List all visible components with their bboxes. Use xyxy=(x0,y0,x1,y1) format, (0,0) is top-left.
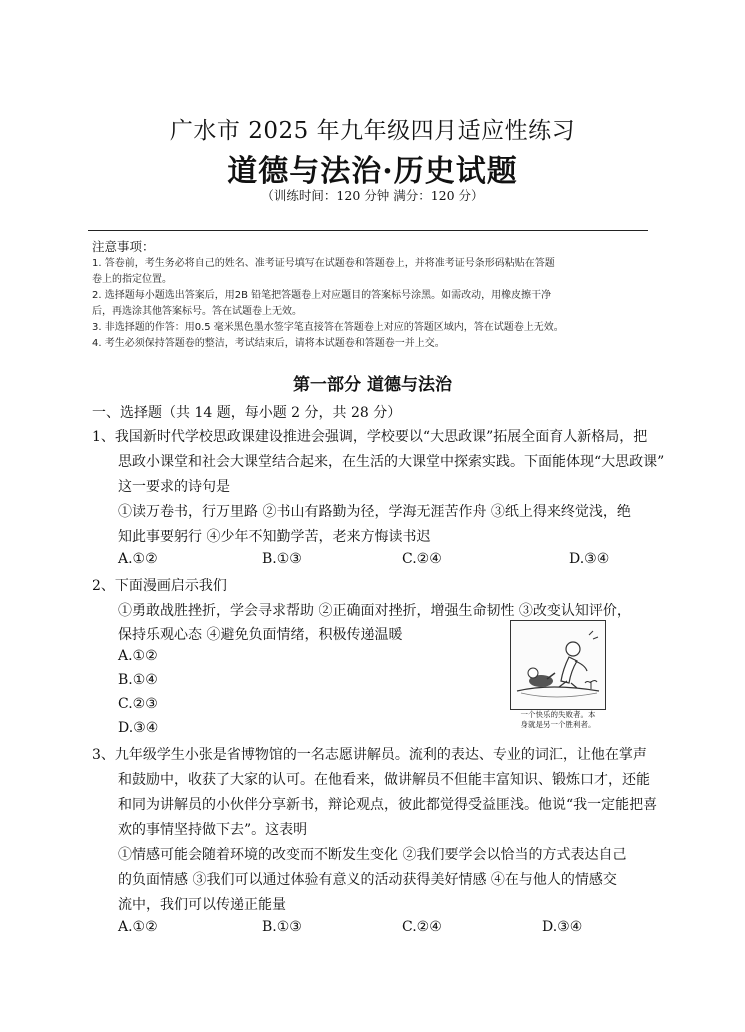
cartoon-caption xyxy=(508,710,608,730)
notice-item: 后，再选涂其他答案标号。答在试题卷上无效。 xyxy=(92,306,302,317)
q2-option-line: ①勇敢战胜挫折，学会寻求帮助 ②正确面对挫折，增强生命韧性 ③改变认知评价， xyxy=(118,603,631,619)
part-title: 第一部分 道德与法治 xyxy=(293,375,452,395)
q3-line: 3、九年级学生小张是省博物馆的一名志愿讲解员。流利的表达、专业的词汇，让他在掌声 xyxy=(92,747,647,763)
exam-time-info: （训练时间：120 分钟 满分：120 分） xyxy=(261,188,484,203)
notice-item: 3. 非选择题的作答：用0.5 毫米黑色墨水签字笔直接答在答题卷上对应的答题区域内，答在试题卷上无效。 xyxy=(92,322,564,333)
q3-option-line: ①情感可能会随着环境的改变而不断发生变化 ②我们要学会以恰当的方式表达自己 xyxy=(118,847,627,863)
notice-item: 卷上的指定位置。 xyxy=(92,274,172,285)
q1-option-line: ①读万卷书，行万里路 ②书山有路勤为径，学海无涯苦作舟 ③纸上得来终觉浅，绝 xyxy=(118,504,631,520)
q3-option-line: 流中，我们可以传递正能量 xyxy=(118,897,286,913)
notice-heading: 注意事项： xyxy=(92,239,155,254)
cartoon-drawing xyxy=(511,621,605,709)
cartoon-caption-line: 一个快乐的失败者。本 xyxy=(520,710,596,719)
q2-choice-a: A.①② xyxy=(118,648,158,664)
subject-title: 道德与法治·历史试题 xyxy=(227,154,518,189)
q3-line: 和鼓励中，收获了大家的认可。在他看来，做讲解员不但能丰富知识、锻炼口才，还能 xyxy=(118,772,650,788)
notice-item: 4. 考生必须保持答题卷的整洁，考试结束后，请将本试题卷和答题卷一并上交。 xyxy=(92,338,445,349)
q3-line: 欢的事情坚持做下去”。这表明 xyxy=(118,822,308,838)
q1-line: 这一要求的诗句是 xyxy=(118,479,230,495)
cartoon-image xyxy=(510,620,606,710)
q3-choice-d: D.③④ xyxy=(542,919,583,935)
cartoon-caption-line: 身就是另一个胜利者。 xyxy=(520,720,596,729)
header-divider xyxy=(88,230,648,231)
q3-choice-b: B.①③ xyxy=(262,919,302,935)
q1-choice-d: D.③④ xyxy=(569,551,610,567)
q3-option-line: 的负面情感 ③我们可以通过体验有意义的活动获得美好情感 ④在与他人的情感交 xyxy=(118,872,617,888)
q2-choice-c: C.②③ xyxy=(118,696,158,712)
q1-line: 1、我国新时代学校思政课建设推进会强调，学校要以“大思政课”拓展全面育人新格局，把 xyxy=(92,429,648,445)
q2-option-line: 保持乐观心态 ④避免负面情绪，积极传递温暖 xyxy=(118,627,403,643)
q3-choice-a: A.①② xyxy=(118,919,158,935)
q2-choice-b: B.①④ xyxy=(118,672,158,688)
q1-option-line: 知此事要躬行 ④少年不知勤学苦，老来方悔读书迟 xyxy=(118,529,431,545)
q1-choice-b: B.①③ xyxy=(262,551,302,567)
notice-item: 1. 答卷前，考生务必将自己的姓名、准考证号填写在试题卷和答题卷上，并将准考证号条形码粘贴在答题 xyxy=(92,258,555,269)
exam-title: 广水市 2025 年九年级四月适应性练习 xyxy=(169,118,576,144)
q1-choice-a: A.①② xyxy=(118,551,158,567)
q2-line: 2、下面漫画启示我们 xyxy=(92,578,227,594)
q3-line: 和同为讲解员的小伙伴分享新书，辩论观点，彼此都觉得受益匪浅。他说“我一定能把喜 xyxy=(118,797,658,813)
section-title: 一、选择题（共 14 题，每小题 2 分，共 28 分） xyxy=(92,405,402,421)
notice-item: 2. 选择题每小题选出答案后，用2B 铅笔把答题卷上对应题目的答案标号涂黑。如需改动，用橡皮擦干净 xyxy=(92,290,552,301)
q2-choice-d: D.③④ xyxy=(118,720,159,736)
q1-line: 思政小课堂和社会大课堂结合起来，在生活的大课堂中探索实践。下面能体现“大思政课” xyxy=(118,454,665,470)
q1-choice-c: C.②④ xyxy=(402,551,442,567)
q3-choice-c: C.②④ xyxy=(402,919,442,935)
